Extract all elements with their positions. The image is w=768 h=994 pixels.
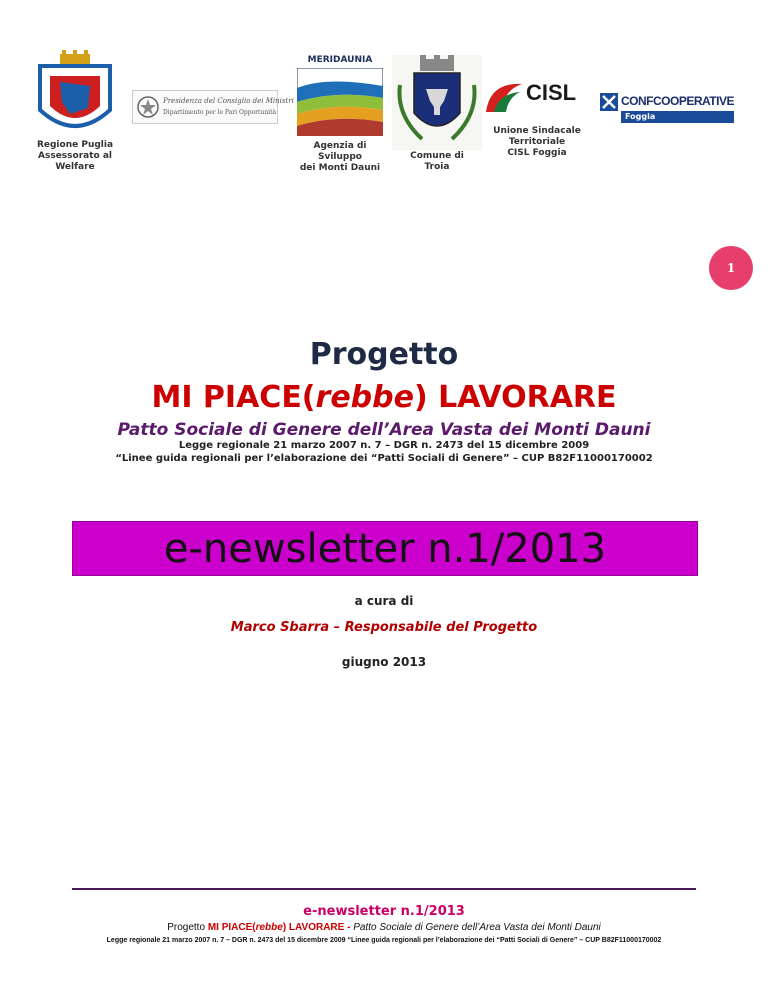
meridaunia-brand: MERIDAUNIA	[307, 55, 373, 65]
italy-emblem-icon	[136, 93, 160, 121]
title-progetto: Progetto	[309, 337, 459, 372]
title-main-italic: rebbe	[315, 380, 414, 415]
logo-regione-puglia	[30, 50, 120, 175]
footer-project-line	[0, 922, 768, 933]
author-line: Marco Sbarra – Responsabile del Progetto	[230, 620, 538, 635]
title-subtitle: Patto Sociale di Genere dell’Area Vasta dei Monti Dauni	[117, 420, 651, 440]
confcooperative-sub: Foggia	[621, 111, 734, 123]
troia-caption-1: Comune di	[410, 151, 464, 161]
cisl-caption-2: Territoriale	[508, 137, 566, 147]
footer-name	[208, 922, 345, 933]
footer-divider	[72, 888, 696, 890]
meridaunia-caption-2: dei Monti Dauni	[299, 163, 381, 173]
title-main	[0, 380, 768, 415]
confcooperative-brand: CONFCOOPERATIVE	[621, 94, 734, 108]
logo-meridaunia	[295, 55, 385, 173]
puglia-caption-3: Welfare	[55, 162, 95, 172]
cisl-flag-icon	[484, 78, 524, 114]
presidenza-line1: Presidenza del Consiglio dei Ministri	[163, 97, 294, 105]
puglia-caption-2: Assessorato al	[38, 151, 112, 161]
presidenza-line2: Dipartimento per le Pari Opportunità	[163, 109, 277, 116]
a-cura-di: a cura di	[354, 594, 414, 608]
meridaunia-landscape-icon	[297, 68, 383, 136]
logo-confcooperative	[600, 90, 734, 123]
confcooperative-mark-icon	[600, 93, 618, 111]
newsletter-banner: e-newsletter n.1/2013	[72, 521, 698, 576]
puglia-caption-1: Regione Puglia	[36, 140, 114, 150]
title-main-pre: MI PIACE(	[151, 380, 316, 415]
footer-law: Legge regionale 21 marzo 2007 n. 7 – DGR n. 2473 del 15 dicembre 2009 “Linee guida regionali per l’elaborazione dei “Patti Sociali di Genere” – CUP B82F11000170002	[106, 937, 662, 944]
page-number-badge: 1	[709, 246, 753, 290]
cisl-caption-1: Unione Sindacale	[493, 126, 581, 136]
troia-coat-of-arms-icon	[392, 55, 482, 150]
troia-caption-2: Troia	[424, 162, 450, 172]
footer-name-italic: rebbe	[255, 922, 283, 933]
regione-puglia-crest-icon	[30, 50, 120, 140]
title-main-post: ) LAVORARE	[413, 380, 617, 415]
cisl-brand: CISL	[526, 80, 577, 105]
footer-progetto: Progetto	[167, 922, 206, 933]
footer-name-post: ) LAVORARE	[282, 922, 345, 933]
meridaunia-caption-1: Agenzia di Sviluppo	[313, 141, 367, 162]
publication-date: giugno 2013	[341, 655, 427, 669]
logo-comune-troia	[392, 55, 482, 175]
logo-cisl	[482, 72, 592, 162]
cisl-caption-3: CISL Foggia	[507, 148, 567, 158]
footer-separator: -	[344, 922, 354, 933]
footer-newsletter: e-newsletter n.1/2013	[303, 904, 465, 919]
law-line-1: Legge regionale 21 marzo 2007 n. 7 – DGR n. 2473 del 15 dicembre 2009	[178, 440, 590, 451]
law-line-2: “Linee guida regionali per l’elaborazione dei “Patti Sociali di Genere” – CUP B82F11000170002	[115, 453, 653, 464]
footer-name-pre: MI PIACE(	[207, 922, 256, 933]
logo-presidenza-consiglio	[132, 90, 294, 124]
footer-subtitle: Patto Sociale di Genere dell’Area Vasta dei Monti Dauni	[353, 922, 601, 933]
